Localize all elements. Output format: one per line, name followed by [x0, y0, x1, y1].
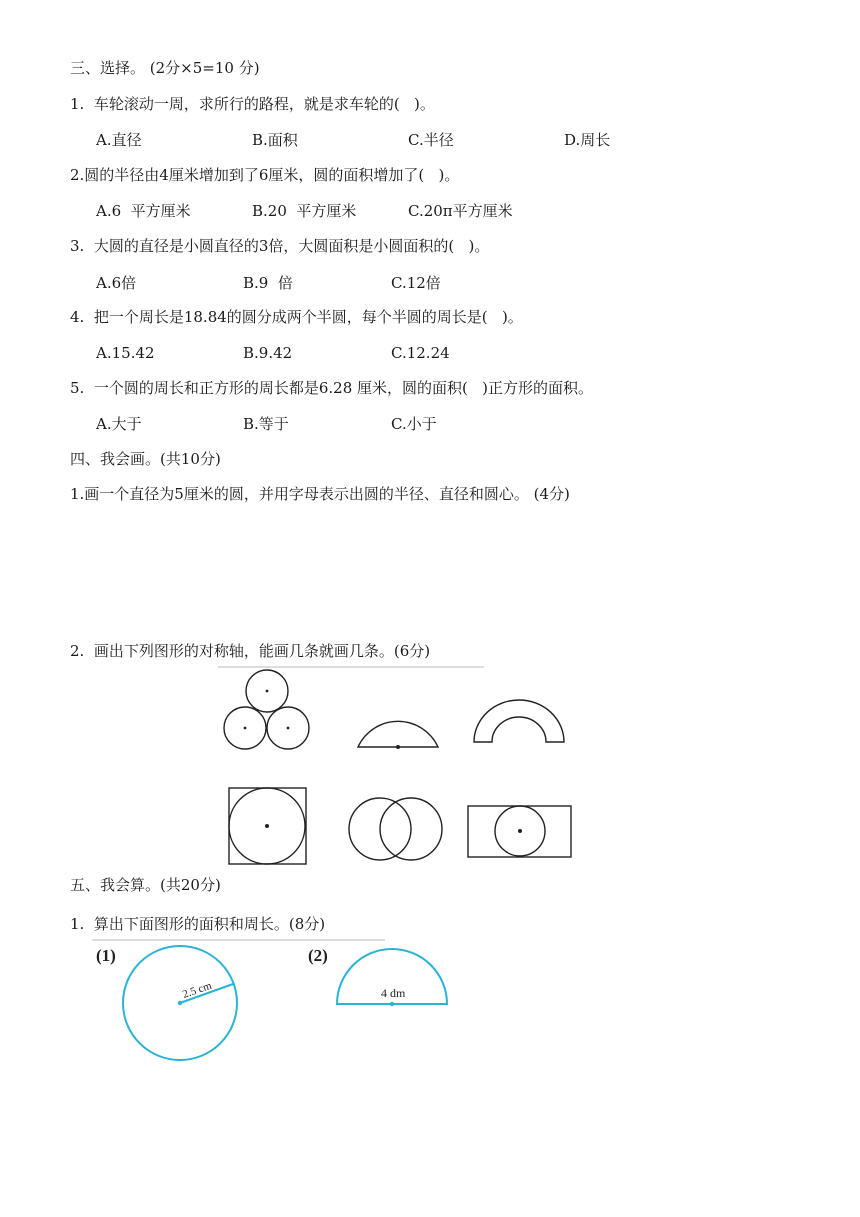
- section4-question-1: 1.画一个直径为5厘米的圆，并用字母表示出圆的半径、直径和圆心。 (4分): [70, 485, 570, 503]
- q5-option-c: C.小于: [391, 415, 437, 433]
- calculation-figures: [0, 935, 860, 1070]
- q3-option-a: A.6倍: [96, 274, 137, 292]
- q5-option-a: A.大于: [96, 415, 142, 433]
- q4-option-b: B.9.42: [243, 344, 293, 362]
- diameter-measure: 4 dm: [381, 986, 406, 1000]
- overlapping-circles-figure: [349, 798, 442, 860]
- q1-option-a: A.直径: [96, 131, 142, 149]
- arch-figure: [474, 700, 564, 742]
- q2-option-a: A.6 平方厘米: [96, 202, 191, 220]
- question-5: 5. 一个圆的周长和正方形的周长都是6.28 厘米，圆的面积( )正方形的面积。: [70, 379, 594, 397]
- question-4: 4. 把一个周长是18.84的圆分成两个半圆，每个半圆的周长是( )。: [70, 308, 523, 326]
- section5-question-1: 1. 算出下面图形的面积和周长。(8分): [70, 915, 326, 933]
- section4-heading: 四、我会画。(共10分): [70, 450, 221, 468]
- question-3: 3. 大圆的直径是小圆直径的3倍，大圆面积是小圆面积的( )。: [70, 237, 490, 255]
- q1-option-c: C.半径: [408, 131, 454, 149]
- semicircle-center-dot: [390, 1002, 394, 1006]
- semicircle-figure: [358, 721, 438, 747]
- symmetry-figures: [0, 660, 860, 870]
- section3-heading: 三、选择。 (2分×5=10 分): [70, 59, 260, 77]
- figure-1-label: (1): [96, 946, 116, 965]
- q4-option-c: C.12.24: [391, 344, 450, 362]
- q2-option-b: B.20 平方厘米: [252, 202, 357, 220]
- question-2: 2.圆的半径由4厘米增加到了6厘米，圆的面积增加了( )。: [70, 166, 460, 184]
- figure-2-label: (2): [308, 946, 328, 965]
- center-dots: [244, 690, 522, 833]
- q3-option-c: C.12倍: [391, 274, 441, 292]
- q3-option-b: B.9 倍: [243, 274, 293, 292]
- three-circles-figure: [224, 670, 309, 749]
- q5-option-b: B.等于: [243, 415, 289, 433]
- question-1: 1. 车轮滚动一周，求所行的路程，就是求车轮的( )。: [70, 95, 435, 113]
- q1-option-b: B.面积: [252, 131, 298, 149]
- q2-option-c: C.20π平方厘米: [408, 202, 513, 220]
- q1-option-d: D.周长: [564, 131, 611, 149]
- q4-option-a: A.15.42: [96, 344, 155, 362]
- circle-center-dot: [178, 1001, 182, 1005]
- section5-heading: 五、我会算。(共20分): [70, 876, 221, 894]
- section4-question-2: 2. 画出下列图形的对称轴，能画几条就画几条。(6分): [70, 642, 431, 660]
- radius-measure: 2.5 cm: [181, 979, 214, 1001]
